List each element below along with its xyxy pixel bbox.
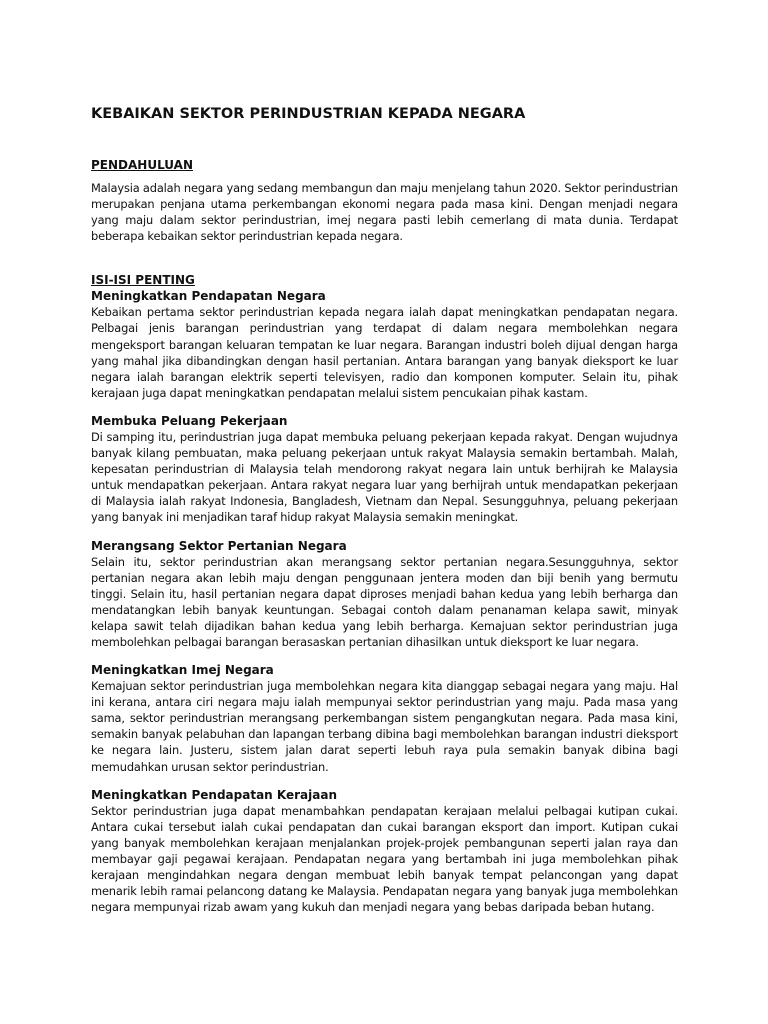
spacer [91, 244, 678, 272]
point-title: Membuka Peluang Pekerjaan [91, 413, 288, 428]
point-block [91, 413, 678, 526]
point-title: Merangsang Sektor Pertanian Negara [91, 538, 347, 553]
spacer [91, 401, 678, 413]
point-paragraph: Kebaikan pertama sektor perindustrian kepada negara ialah dapat meningkatkan pendapatan negara. Pelbagai jenis barangan perindustrian yang terdapat di dalam negara membolehkan negara mengeksport barangan keluaran tempatan ke luar negara. Barangan industri boleh dijual dengan harga yang mahal jika dibandingkan dengan hasil pertanian. Antara barangan yang banyak dieksport ke luar negara ialah barangan elektrik seperti televisyen, radio dan komponen komputer. Selain itu, pihak kerajaan juga dapat meningkatkan pendapatan melalui sistem pencukaian pihak kastam. [91, 305, 678, 400]
point-paragraph: Di samping itu, perindustrian juga dapat membuka peluang pekerjaan kepada rakyat. Dengan wujudnya banyak kilang pembuatan, maka peluang pekerjaan untuk rakyat Malaysia semakin bertambah. Malah, kepesatan perindustrian di Malaysia telah mendorong rakyat negara lain untuk berhijrah ke Malaysia untuk mendapatkan pekerjaan. Antara rakyat negara luar yang berhijrah untuk mendapatkan pekerjaan di Malaysia ialah rakyat Indonesia, Bangladesh, Vietnam dan Nepal. Sesungguhnya, peluang pekerjaan yang banyak ini menjadikan taraf hidup rakyat Malaysia semakin meningkat. [91, 429, 678, 525]
point-title: Meningkatkan Pendapatan Negara [91, 289, 326, 304]
document-title: KEBAIKAN SEKTOR PERINDUSTRIAN KEPADA NEGARA [91, 106, 526, 122]
point-block [91, 787, 678, 916]
intro-heading: PENDAHULUAN [91, 158, 193, 172]
spacer [91, 173, 678, 180]
spacer [91, 526, 678, 538]
spacer [91, 124, 678, 157]
point-block [91, 662, 678, 775]
document-page [91, 104, 678, 915]
spacer [91, 775, 678, 787]
point-block [91, 288, 678, 401]
point-title: Meningkatkan Imej Negara [91, 663, 274, 678]
point-paragraph: Kemajuan sektor perindustrian juga membolehkan negara kita dianggap sebagai negara yang maju. Hal ini kerana, antara ciri negara maju ialah mempunyai sektor perindustrian yang maju. Pada masa yang sama, sektor perindustrian merangsang perkembangan sistem pengangkutan negara. Pada masa kini, semakin banyak pelabuhan dan lapangan terbang dibina bagi membolehkan barangan industri dieksport ke negara lain. Justeru, sistem jalan darat seperti lebuh raya pula semakin banyak dibina bagi memudahkan urusan sektor perindustrian. [91, 679, 678, 774]
intro-paragraph: Malaysia adalah negara yang sedang membangun dan maju menjelang tahun 2020. Sektor perindustrian merupakan penjana utama perkembangan ekonomi negara pada masa kini. Dengan menjadi negara yang maju dalam sektor perindustrian, imej negara pasti lebih cemerlang di mata dunia. Terdapat beberapa kebaikan sektor perindustrian kepada negara. [91, 181, 678, 244]
point-paragraph: Sektor perindustrian juga dapat menambahkan pendapatan kerajaan melalui pelbagai kutipan cukai. Antara cukai tersebut ialah cukai pendapatan dan cukai barangan eksport dan import. Kutipan cukai yang banyak membolehkan kerajaan menjalankan projek-projek pembangunan seperti jalan raya dan membayar gaji pegawai kerajaan. Pendapatan negara yang bertambah ini juga membolehkan pihak kerajaan mengindahkan negara dengan membuat lebih banyak tempat pelancongan yang dapat menarik lebih ramai pelancong datang ke Malaysia. Pendapatan negara yang banyak juga membolehkan negara mempunyai rizab awam yang kukuh dan menjadi negara yang bebas daripada beban hutang. [91, 803, 678, 915]
point-block [91, 538, 678, 651]
point-title: Meningkatkan Pendapatan Kerajaan [91, 787, 337, 802]
point-paragraph: Selain itu, sektor perindustrian akan merangsang sektor pertanian negara.Sesungguhnya, sektor pertanian negara akan lebih maju dengan penggunaan jentera moden dan biji benih yang bermutu tinggi. Selain itu, hasil pertanian negara dapat diproses menjadi bahan kedua yang lebih berharga dan mendatangkan lebih banyak keuntungan. Sebagai contoh dalam penanaman kelapa sawit, minyak kelapa sawit telah dijadikan bahan kedua yang lebih berharga. Kemajuan sektor perindustrian juga membolehkan pelbagai barangan berasaskan pertanian dihasilkan untuk dieksport ke luar negara. [91, 554, 678, 649]
spacer [91, 650, 678, 662]
main-points-heading: ISI-ISI PENTING [91, 273, 195, 288]
